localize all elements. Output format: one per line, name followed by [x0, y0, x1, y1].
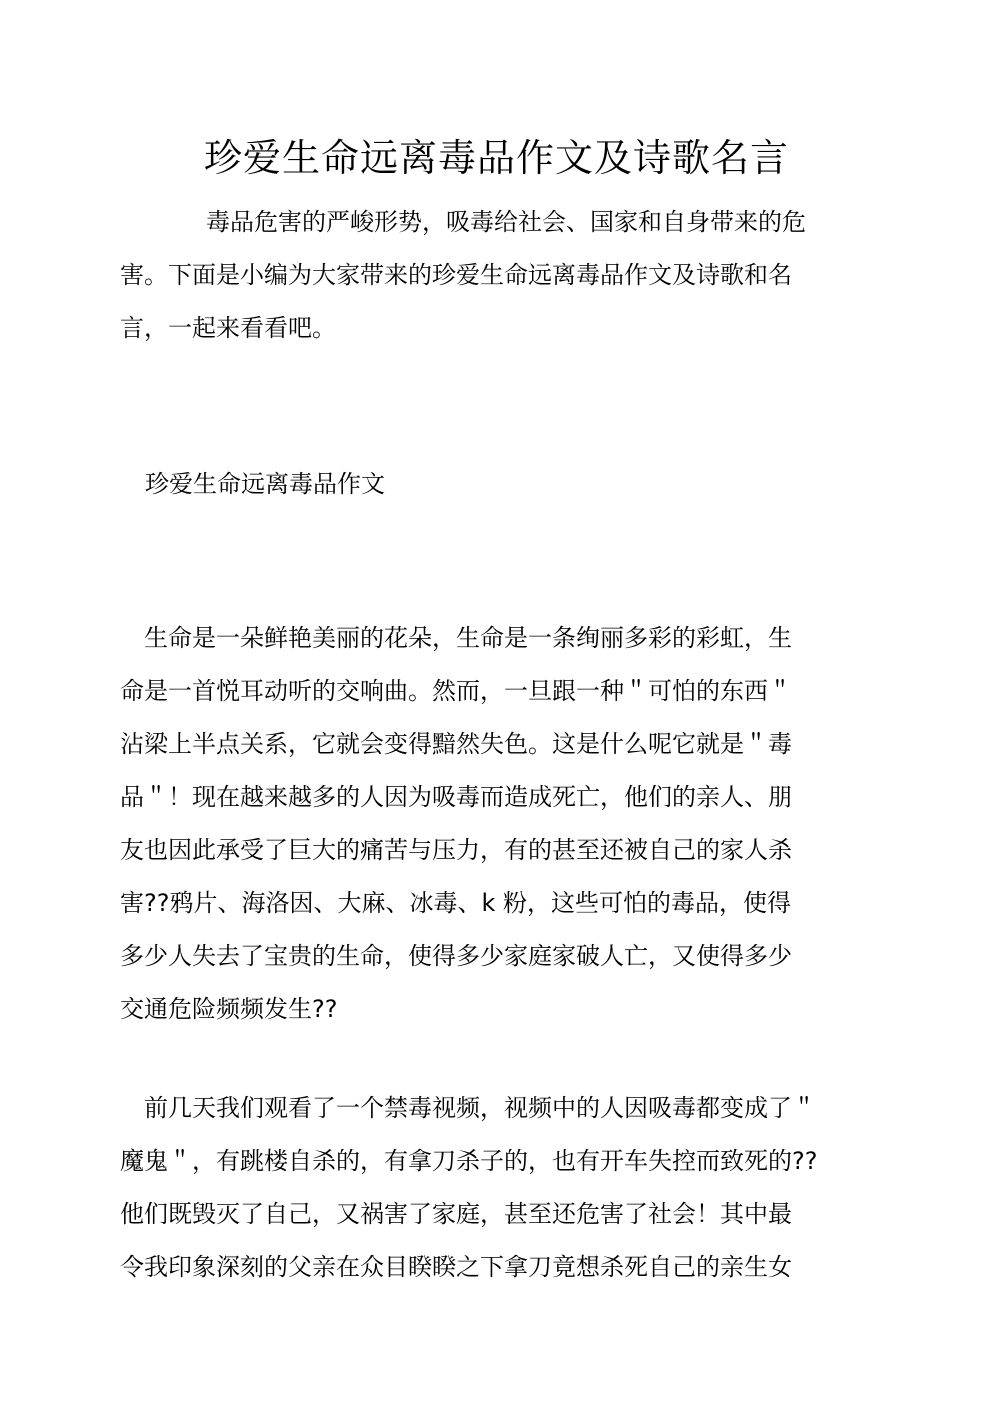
paragraph-line: 魔鬼＂，有跳楼自杀的，有拿刀杀子的，也有开车失控而致死的??	[120, 1147, 818, 1175]
paragraph-line: 生命是一朵鲜艳美丽的花朵，生命是一条绚丽多彩的彩虹，生	[144, 624, 792, 652]
paragraph-2	[120, 1082, 875, 1294]
paragraph-line: 前几天我们观看了一个禁毒视频，视频中的人因吸毒都变成了＂	[144, 1094, 816, 1122]
paragraph-line: 交通危险频频发生??	[120, 995, 338, 1023]
paragraph-line: 品＂！现在越来越多的人因为吸毒而造成死亡，他们的亲人、朋	[120, 783, 792, 811]
intro-line: 害。下面是小编为大家带来的珍爱生命远离毒品作文及诗歌和名	[120, 261, 792, 289]
paragraph-line: 友也因此承受了巨大的痛苦与压力，有的甚至还被自己的家人杀	[120, 836, 792, 864]
paragraph-line: 害??鸦片、海洛因、大麻、冰毒、k 粉，这些可怕的毒品，使得	[120, 889, 792, 917]
paragraph-line: 多少人失去了宝贵的生命，使得多少家庭家破人亡，又使得多少	[120, 942, 792, 970]
section-heading: 珍爱生命远离毒品作文	[145, 470, 385, 498]
paragraph-line: 令我印象深刻的父亲在众目睽睽之下拿刀竟想杀死自己的亲生女	[120, 1253, 792, 1281]
intro-paragraph	[120, 196, 875, 355]
paragraph-line: 他们既毁灭了自己，又祸害了家庭，甚至还危害了社会！其中最	[120, 1200, 792, 1228]
document-title: 珍爱生命远离毒品作文及诗歌名言	[203, 136, 789, 180]
intro-line: 毒品危害的严峻形势，吸毒给社会、国家和自身带来的危	[206, 208, 806, 236]
intro-line: 言，一起来看看吧。	[120, 314, 336, 342]
paragraph-1	[120, 612, 875, 1036]
paragraph-line: 命是一首悦耳动听的交响曲。然而，一旦跟一种＂可怕的东西＂	[120, 677, 792, 705]
paragraph-line: 沾梁上半点关系，它就会变得黯然失色。这是什么呢它就是＂毒	[120, 730, 792, 758]
